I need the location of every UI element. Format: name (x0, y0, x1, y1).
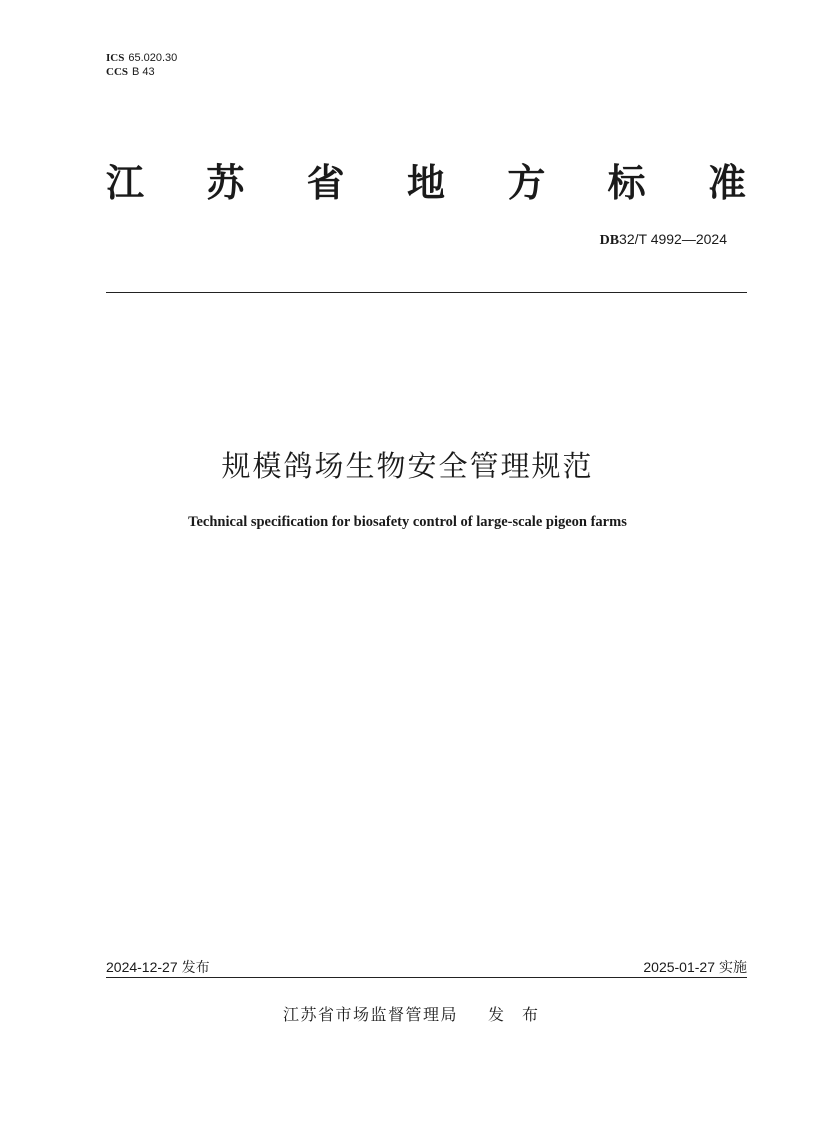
bottom-divider (106, 977, 747, 978)
issue-date-label: 发布 (181, 960, 210, 976)
ccs-code (106, 65, 177, 79)
implement-date-label: 实施 (719, 960, 747, 976)
ccs-value: B 43 (132, 66, 155, 78)
implement-date-value: 2025-01-27 (643, 959, 715, 975)
heading-char: 方 (507, 161, 546, 205)
ics-label: ICS (106, 52, 125, 64)
document-title-en: Technical specification for biosafety control of large-scale pigeon farms (188, 514, 627, 530)
document-title-cn: 规模鸽场生物安全管理规范 (221, 449, 594, 483)
publisher-action: 发布 (488, 1005, 557, 1024)
issue-date-value: 2024-12-27 (106, 959, 178, 975)
standard-number (600, 231, 727, 249)
heading-char: 苏 (206, 161, 245, 205)
implement-date (643, 957, 747, 977)
standard-number-rest: 32/T 4992—2024 (619, 231, 727, 247)
heading-char: 省 (306, 161, 345, 205)
standard-number-prefix: DB (599, 233, 620, 248)
classification-codes (106, 51, 177, 79)
publisher-organization: 江苏省市场监督管理局 (283, 1005, 459, 1024)
heading-char: 标 (607, 161, 646, 205)
heading-char: 地 (406, 161, 445, 205)
ics-code (106, 51, 177, 65)
heading-char: 江 (106, 161, 145, 205)
ics-value: 65.020.30 (128, 52, 178, 64)
heading-char: 准 (707, 161, 746, 205)
issue-date (106, 957, 210, 977)
ccs-label: CCS (106, 66, 129, 78)
top-divider (106, 292, 747, 293)
standard-type-heading (106, 160, 746, 206)
publisher-line (283, 1002, 556, 1025)
